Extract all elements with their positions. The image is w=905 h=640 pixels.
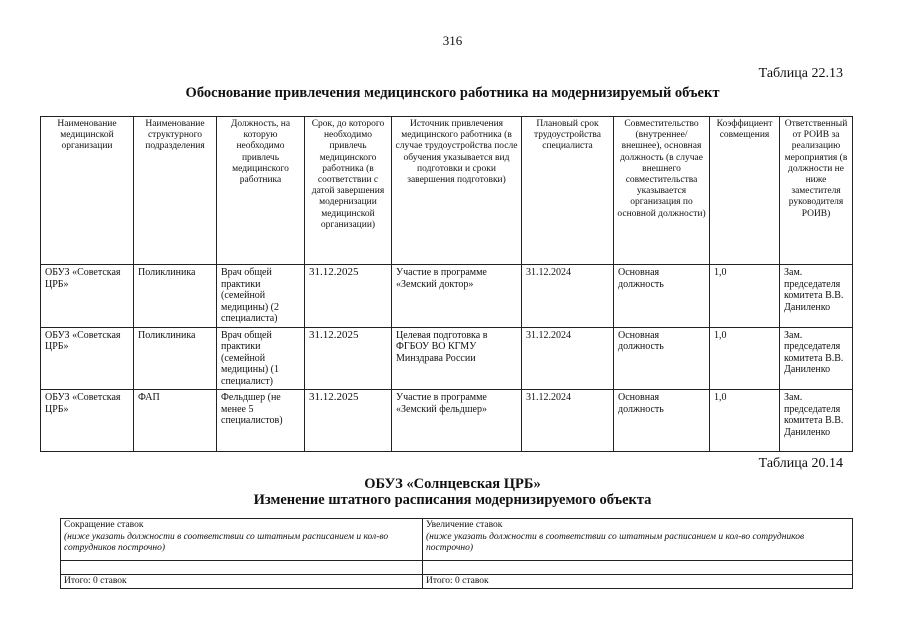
table-cell: 31.12.2024: [522, 327, 614, 390]
table-title: Изменение штатного расписания модернизируемого объекта: [253, 492, 652, 508]
organization-title: ОБУЗ «Солнцевская ЦРБ»: [364, 476, 541, 492]
personnel-table: [40, 116, 853, 452]
table-cell: Фельдшер (не менее 5 специалистов): [217, 390, 305, 452]
table-cell: Врач общей практики (семейной медицины) (1 специалист): [217, 327, 305, 390]
table-row: [41, 327, 853, 390]
table-cell: Зам. председателя комитета В.В. Даниленко: [780, 390, 853, 452]
column-header: Коэффициент совмещения: [710, 117, 780, 265]
table-cell: ФАП: [134, 390, 217, 452]
increase-header-cell: [423, 519, 853, 561]
empty-cell: [61, 561, 423, 575]
reduction-note: (ниже указать должности в соответствии со штатным расписанием и кол-во сотрудников построчно): [64, 531, 389, 553]
empty-cell: [423, 561, 853, 575]
table-cell: Зам. председателя комитета В.В. Даниленко: [780, 265, 853, 328]
table-cell: Зам. председателя комитета В.В. Даниленко: [780, 327, 853, 390]
table-row: [41, 390, 853, 452]
table-header-row: [41, 117, 853, 265]
table-cell: 31.12.2025: [305, 390, 392, 452]
table-cell: Участие в программе «Земский доктор»: [392, 265, 522, 328]
page-number: 316: [442, 33, 463, 48]
column-header: Ответственный от РОИВ за реализацию мероприятия (в должности не ниже заместителя руководителя РОИВ): [780, 117, 853, 265]
table-title: Обоснование привлечения медицинского работника на модернизируемый объект: [185, 85, 720, 101]
column-header: Источник привлечения медицинского работника (в случае трудоустройства после обучения указывается вид подготовки и сроки завершения подготовки): [392, 117, 522, 265]
increase-note: (ниже указать должности в соответствии со штатным расписанием и кол-во сотрудников построчно): [426, 531, 805, 553]
table-cell: 31.12.2024: [522, 390, 614, 452]
increase-header: Увеличение ставок: [426, 520, 503, 530]
column-header: Срок, до которого необходимо привлечь медицинского работника (в соответствии с датой завершения модернизации медицинской организации): [305, 117, 392, 265]
table-cell: Основная должность: [614, 327, 710, 390]
table-cell: ОБУЗ «Советская ЦРБ»: [41, 390, 134, 452]
column-header: Плановый срок трудоустройства специалиста: [522, 117, 614, 265]
table-cell: 31.12.2025: [305, 327, 392, 390]
table-label: Таблица 20.14: [758, 456, 843, 471]
table-label: Таблица 22.13: [758, 66, 843, 81]
table-cell: Основная должность: [614, 265, 710, 328]
column-header: Должность, на которую необходимо привлечь медицинского работника: [217, 117, 305, 265]
table-cell: ОБУЗ «Советская ЦРБ»: [41, 327, 134, 390]
column-header: Наименование медицинской организации: [41, 117, 134, 265]
table-row: [41, 265, 853, 328]
table-cell: 1,0: [710, 327, 780, 390]
table-cell: Врач общей практики (семейной медицины) (2 специалиста): [217, 265, 305, 328]
table-cell: 31.12.2025: [305, 265, 392, 328]
table-cell: ОБУЗ «Советская ЦРБ»: [41, 265, 134, 328]
table-cell: Участие в программе «Земский фельдшер»: [392, 390, 522, 452]
reduction-header: Сокращение ставок: [64, 520, 144, 530]
table-cell: Целевая подготовка в ФГБОУ ВО КГМУ Минздрава России: [392, 327, 522, 390]
reduction-total: Итого: 0 ставок: [61, 575, 423, 589]
table-cell: Поликлиника: [134, 265, 217, 328]
reduction-header-cell: [61, 519, 423, 561]
column-header: Совместительство (внутреннее/внешнее), основная должность (в случае внешнего совместительства указывается организация по основной должности): [614, 117, 710, 265]
table-cell: 1,0: [710, 390, 780, 452]
table-cell: Поликлиника: [134, 327, 217, 390]
column-header: Наименование структурного подразделения: [134, 117, 217, 265]
increase-total: Итого: 0 ставок: [423, 575, 853, 589]
staffing-table: [60, 518, 853, 589]
table-cell: 31.12.2024: [522, 265, 614, 328]
table-cell: 1,0: [710, 265, 780, 328]
table-cell: Основная должность: [614, 390, 710, 452]
